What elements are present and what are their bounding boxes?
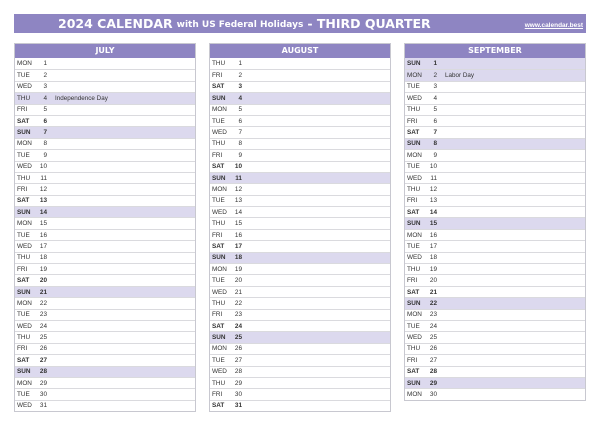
- day-number: 12: [39, 185, 47, 193]
- day-number: 6: [433, 117, 437, 125]
- day-row: [210, 161, 390, 172]
- month-header: SEPTEMBER: [405, 44, 585, 58]
- day-row: [210, 172, 390, 183]
- day-number: 14: [39, 208, 47, 216]
- weekday-label: THU: [407, 345, 421, 353]
- day-row: [15, 343, 195, 354]
- weekday-label: FRI: [212, 72, 223, 80]
- day-number: 3: [238, 83, 242, 91]
- day-number: 29: [429, 379, 437, 387]
- day-row: [15, 172, 195, 183]
- day-row: [15, 354, 195, 365]
- day-number: 27: [234, 356, 242, 364]
- weekday-label: SUN: [407, 140, 421, 148]
- day-number: 9: [43, 151, 47, 159]
- day-row: [405, 286, 585, 297]
- day-row: [15, 377, 195, 388]
- weekday-label: THU: [17, 334, 31, 342]
- weekday-label: SUN: [407, 220, 421, 228]
- day-row: [405, 274, 585, 285]
- day-number: 2: [238, 72, 242, 80]
- day-number: 31: [39, 402, 47, 410]
- day-number: 18: [39, 254, 47, 262]
- day-number: 10: [39, 163, 47, 171]
- day-row: [15, 138, 195, 149]
- day-number: 8: [238, 140, 242, 148]
- title-banner: [14, 14, 586, 33]
- day-row: [405, 138, 585, 149]
- weekday-label: TUE: [407, 322, 420, 330]
- day-number: 25: [234, 334, 242, 342]
- weekday-label: FRI: [212, 151, 223, 159]
- holiday-name: Independence Day: [55, 94, 108, 102]
- day-row: [210, 263, 390, 274]
- day-row: [210, 206, 390, 217]
- weekday-label: WED: [17, 242, 32, 250]
- weekday-label: FRI: [212, 391, 223, 399]
- weekday-label: MON: [17, 379, 32, 387]
- day-row: [210, 354, 390, 365]
- day-row: [210, 183, 390, 194]
- weekday-label: MON: [407, 72, 422, 80]
- weekday-label: WED: [212, 288, 227, 296]
- day-row: [15, 217, 195, 228]
- day-number: 17: [39, 242, 47, 250]
- weekday-label: SAT: [212, 83, 225, 91]
- day-number: 16: [429, 231, 437, 239]
- weekday-label: FRI: [212, 231, 223, 239]
- day-row: [15, 92, 195, 103]
- day-number: 16: [234, 231, 242, 239]
- day-row: [405, 263, 585, 274]
- day-row: [405, 377, 585, 388]
- weekday-label: WED: [212, 368, 227, 376]
- weekday-label: SAT: [17, 117, 30, 125]
- day-number: 29: [39, 379, 47, 387]
- day-row: [15, 115, 195, 126]
- weekday-label: SAT: [212, 402, 225, 410]
- weekday-label: TUE: [212, 197, 225, 205]
- day-row: [210, 92, 390, 103]
- day-number: 15: [39, 220, 47, 228]
- day-row: [405, 252, 585, 263]
- day-number: 9: [238, 151, 242, 159]
- day-row: [15, 297, 195, 308]
- day-row: [210, 366, 390, 377]
- day-number: 18: [234, 254, 242, 262]
- day-row: [15, 331, 195, 342]
- day-number: 27: [429, 356, 437, 364]
- day-row: [210, 320, 390, 331]
- weekday-label: SUN: [17, 368, 31, 376]
- day-row: [405, 149, 585, 160]
- day-number: 7: [433, 129, 437, 137]
- weekday-label: WED: [212, 129, 227, 137]
- day-row: [405, 183, 585, 194]
- day-number: 17: [234, 242, 242, 250]
- month-header: AUGUST: [210, 44, 390, 58]
- weekday-label: MON: [212, 345, 227, 353]
- day-number: 6: [238, 117, 242, 125]
- day-number: 11: [40, 174, 47, 182]
- day-number: 2: [43, 72, 47, 80]
- day-list: [15, 58, 195, 411]
- weekday-label: SAT: [212, 322, 225, 330]
- weekday-label: FRI: [17, 106, 28, 114]
- day-number: 1: [43, 60, 47, 68]
- day-row: [405, 331, 585, 342]
- day-number: 10: [234, 163, 242, 171]
- weekday-label: FRI: [17, 345, 28, 353]
- page-title: 2024 CALENDAR: [58, 16, 173, 31]
- day-row: [15, 81, 195, 92]
- day-row: [405, 81, 585, 92]
- day-row: [210, 126, 390, 137]
- weekday-label: THU: [212, 220, 226, 228]
- weekday-label: SUN: [212, 174, 226, 182]
- day-number: 3: [43, 83, 47, 91]
- day-row: [405, 172, 585, 183]
- weekday-label: SUN: [407, 60, 421, 68]
- weekday-label: WED: [407, 174, 422, 182]
- day-row: [15, 195, 195, 206]
- weekday-label: TUE: [17, 311, 30, 319]
- day-number: 19: [234, 265, 242, 273]
- day-number: 15: [234, 220, 242, 228]
- day-row: [210, 115, 390, 126]
- day-row: [15, 388, 195, 399]
- day-number: 22: [429, 299, 437, 307]
- weekday-label: MON: [17, 60, 32, 68]
- day-row: [15, 320, 195, 331]
- day-row: [405, 229, 585, 240]
- day-number: 14: [429, 208, 437, 216]
- day-row: [405, 161, 585, 172]
- weekday-label: TUE: [212, 356, 225, 364]
- day-row: [210, 217, 390, 228]
- day-row: [15, 126, 195, 137]
- weekday-label: SAT: [212, 163, 225, 171]
- day-number: 23: [39, 311, 47, 319]
- day-number: 6: [43, 117, 47, 125]
- day-number: 24: [429, 322, 437, 330]
- day-number: 18: [429, 254, 437, 262]
- weekday-label: MON: [17, 140, 32, 148]
- day-row: [210, 240, 390, 251]
- weekday-label: THU: [407, 106, 421, 114]
- day-number: 10: [429, 163, 437, 171]
- weekday-label: MON: [17, 220, 32, 228]
- weekday-label: SAT: [407, 129, 420, 137]
- day-number: 13: [39, 197, 47, 205]
- day-number: 4: [238, 94, 242, 102]
- page-subtitle: with US Federal Holidays: [176, 19, 304, 30]
- day-row: [15, 183, 195, 194]
- weekday-label: THU: [17, 94, 31, 102]
- day-row: [210, 400, 390, 411]
- weekday-label: TUE: [407, 242, 420, 250]
- day-number: 8: [433, 140, 437, 148]
- day-number: 5: [43, 106, 47, 114]
- day-number: 5: [238, 106, 242, 114]
- day-number: 25: [429, 334, 437, 342]
- day-number: 21: [234, 288, 242, 296]
- weekday-label: SUN: [212, 94, 226, 102]
- day-number: 26: [429, 345, 437, 353]
- day-number: 8: [43, 140, 47, 148]
- weekday-label: MON: [212, 106, 227, 114]
- day-number: 30: [429, 391, 437, 399]
- day-number: 22: [234, 299, 242, 307]
- weekday-label: WED: [407, 334, 422, 342]
- day-row: [15, 149, 195, 160]
- day-number: 1: [238, 60, 242, 68]
- weekday-label: SAT: [407, 208, 420, 216]
- day-row: [15, 263, 195, 274]
- day-row: [15, 69, 195, 80]
- day-row: [210, 81, 390, 92]
- day-row: [210, 286, 390, 297]
- day-number: 30: [39, 391, 47, 399]
- day-row: [210, 388, 390, 399]
- day-row: [210, 297, 390, 308]
- weekday-label: SUN: [407, 299, 421, 307]
- day-row: [210, 58, 390, 69]
- day-row: [15, 366, 195, 377]
- weekday-label: SUN: [17, 288, 31, 296]
- day-row: [405, 126, 585, 137]
- weekday-label: SAT: [17, 277, 30, 285]
- weekday-label: WED: [17, 402, 32, 410]
- day-list: [210, 58, 390, 411]
- day-number: 21: [39, 288, 47, 296]
- day-row: [405, 309, 585, 320]
- weekday-label: TUE: [17, 72, 30, 80]
- weekday-label: TUE: [212, 277, 225, 285]
- weekday-label: THU: [17, 174, 31, 182]
- day-number: 11: [430, 174, 437, 182]
- day-row: [210, 138, 390, 149]
- day-number: 28: [429, 368, 437, 376]
- weekday-label: FRI: [407, 277, 418, 285]
- weekday-label: SUN: [212, 254, 226, 262]
- weekday-label: SAT: [212, 242, 225, 250]
- day-number: 7: [238, 129, 242, 137]
- weekday-label: SAT: [407, 288, 420, 296]
- day-row: [15, 240, 195, 251]
- weekday-label: FRI: [17, 265, 28, 273]
- weekday-label: THU: [212, 60, 226, 68]
- day-number: 17: [429, 242, 437, 250]
- weekday-label: TUE: [407, 163, 420, 171]
- day-number: 26: [39, 345, 47, 353]
- day-row: [405, 115, 585, 126]
- day-row: [405, 240, 585, 251]
- day-number: 20: [234, 277, 242, 285]
- weekday-label: TUE: [17, 231, 30, 239]
- weekday-label: TUE: [17, 391, 30, 399]
- day-number: 3: [433, 83, 437, 91]
- weekday-label: MON: [212, 265, 227, 273]
- day-number: 2: [433, 72, 437, 80]
- day-number: 26: [234, 345, 242, 353]
- day-number: 25: [39, 334, 47, 342]
- day-row: [405, 217, 585, 228]
- weekday-label: FRI: [212, 311, 223, 319]
- day-row: [210, 309, 390, 320]
- weekday-label: WED: [212, 208, 227, 216]
- weekday-label: FRI: [17, 185, 28, 193]
- day-row: [15, 309, 195, 320]
- day-number: 30: [234, 391, 242, 399]
- day-number: 12: [234, 185, 242, 193]
- day-number: 20: [429, 277, 437, 285]
- day-number: 28: [39, 368, 47, 376]
- weekday-label: WED: [17, 83, 32, 91]
- day-number: 16: [39, 231, 47, 239]
- month-september: [404, 43, 586, 401]
- day-row: [405, 104, 585, 115]
- holiday-name: Labor Day: [445, 72, 475, 80]
- day-row: [210, 331, 390, 342]
- day-number: 23: [234, 311, 242, 319]
- weekday-label: MON: [17, 299, 32, 307]
- day-row: [210, 252, 390, 263]
- day-number: 20: [39, 277, 47, 285]
- day-number: 23: [429, 311, 437, 319]
- day-row: [210, 274, 390, 285]
- day-number: 19: [39, 265, 47, 273]
- month-august: [209, 43, 391, 412]
- weekday-label: SUN: [17, 208, 31, 216]
- day-number: 21: [429, 288, 437, 296]
- day-row: [15, 104, 195, 115]
- day-number: 24: [234, 322, 242, 330]
- day-number: 31: [234, 402, 242, 410]
- weekday-label: THU: [407, 185, 421, 193]
- day-number: 14: [234, 208, 242, 216]
- day-number: 1: [433, 60, 437, 68]
- day-row: [405, 92, 585, 103]
- weekday-label: SAT: [17, 356, 30, 364]
- weekday-label: MON: [212, 185, 227, 193]
- weekday-label: WED: [17, 163, 32, 171]
- day-row: [15, 252, 195, 263]
- day-row: [15, 400, 195, 411]
- weekday-label: SAT: [17, 197, 30, 205]
- weekday-label: WED: [407, 94, 422, 102]
- day-number: 4: [43, 94, 47, 102]
- day-row: [210, 195, 390, 206]
- weekday-label: SUN: [407, 379, 421, 387]
- weekday-label: WED: [17, 322, 32, 330]
- weekday-label: MON: [407, 231, 422, 239]
- weekday-label: FRI: [407, 197, 418, 205]
- weekday-label: WED: [407, 254, 422, 262]
- day-number: 27: [39, 356, 47, 364]
- day-row: [405, 195, 585, 206]
- weekday-label: FRI: [407, 356, 418, 364]
- day-row: [15, 286, 195, 297]
- day-row: [405, 206, 585, 217]
- month-july: [14, 43, 196, 412]
- weekday-label: THU: [212, 299, 226, 307]
- day-row: [15, 161, 195, 172]
- weekday-label: MON: [407, 311, 422, 319]
- day-row: [15, 58, 195, 69]
- day-row: [405, 69, 585, 80]
- day-number: 9: [433, 151, 437, 159]
- day-number: 11: [235, 174, 242, 182]
- weekday-label: SUN: [212, 334, 226, 342]
- weekday-label: TUE: [17, 151, 30, 159]
- weekday-label: TUE: [407, 83, 420, 91]
- weekday-label: SUN: [17, 129, 31, 137]
- day-number: 24: [39, 322, 47, 330]
- day-number: 15: [429, 220, 437, 228]
- day-row: [210, 377, 390, 388]
- weekday-label: THU: [407, 265, 421, 273]
- day-number: 29: [234, 379, 242, 387]
- day-row: [210, 343, 390, 354]
- day-row: [15, 229, 195, 240]
- day-row: [210, 229, 390, 240]
- weekday-label: TUE: [212, 117, 225, 125]
- day-row: [405, 58, 585, 69]
- day-row: [210, 104, 390, 115]
- weekday-label: THU: [212, 140, 226, 148]
- day-row: [405, 297, 585, 308]
- day-row: [15, 206, 195, 217]
- day-number: 22: [39, 299, 47, 307]
- day-number: 28: [234, 368, 242, 376]
- day-number: 4: [433, 94, 437, 102]
- day-row: [405, 366, 585, 377]
- day-row: [210, 69, 390, 80]
- day-row: [405, 343, 585, 354]
- day-list: [405, 58, 585, 400]
- day-row: [405, 388, 585, 399]
- weekday-label: MON: [407, 151, 422, 159]
- day-row: [405, 320, 585, 331]
- day-number: 7: [43, 129, 47, 137]
- quarter-title: - THIRD QUARTER: [307, 16, 431, 31]
- day-number: 5: [433, 106, 437, 114]
- weekday-label: SAT: [407, 368, 420, 376]
- weekday-label: FRI: [407, 117, 418, 125]
- website-link[interactable]: www.calendar.best: [524, 22, 583, 29]
- day-number: 19: [429, 265, 437, 273]
- day-row: [405, 354, 585, 365]
- day-row: [15, 274, 195, 285]
- weekday-label: THU: [212, 379, 226, 387]
- weekday-label: THU: [17, 254, 31, 262]
- weekday-label: MON: [407, 391, 422, 399]
- month-header: JULY: [15, 44, 195, 58]
- day-row: [210, 149, 390, 160]
- day-number: 13: [234, 197, 242, 205]
- day-number: 12: [429, 185, 437, 193]
- day-number: 13: [429, 197, 437, 205]
